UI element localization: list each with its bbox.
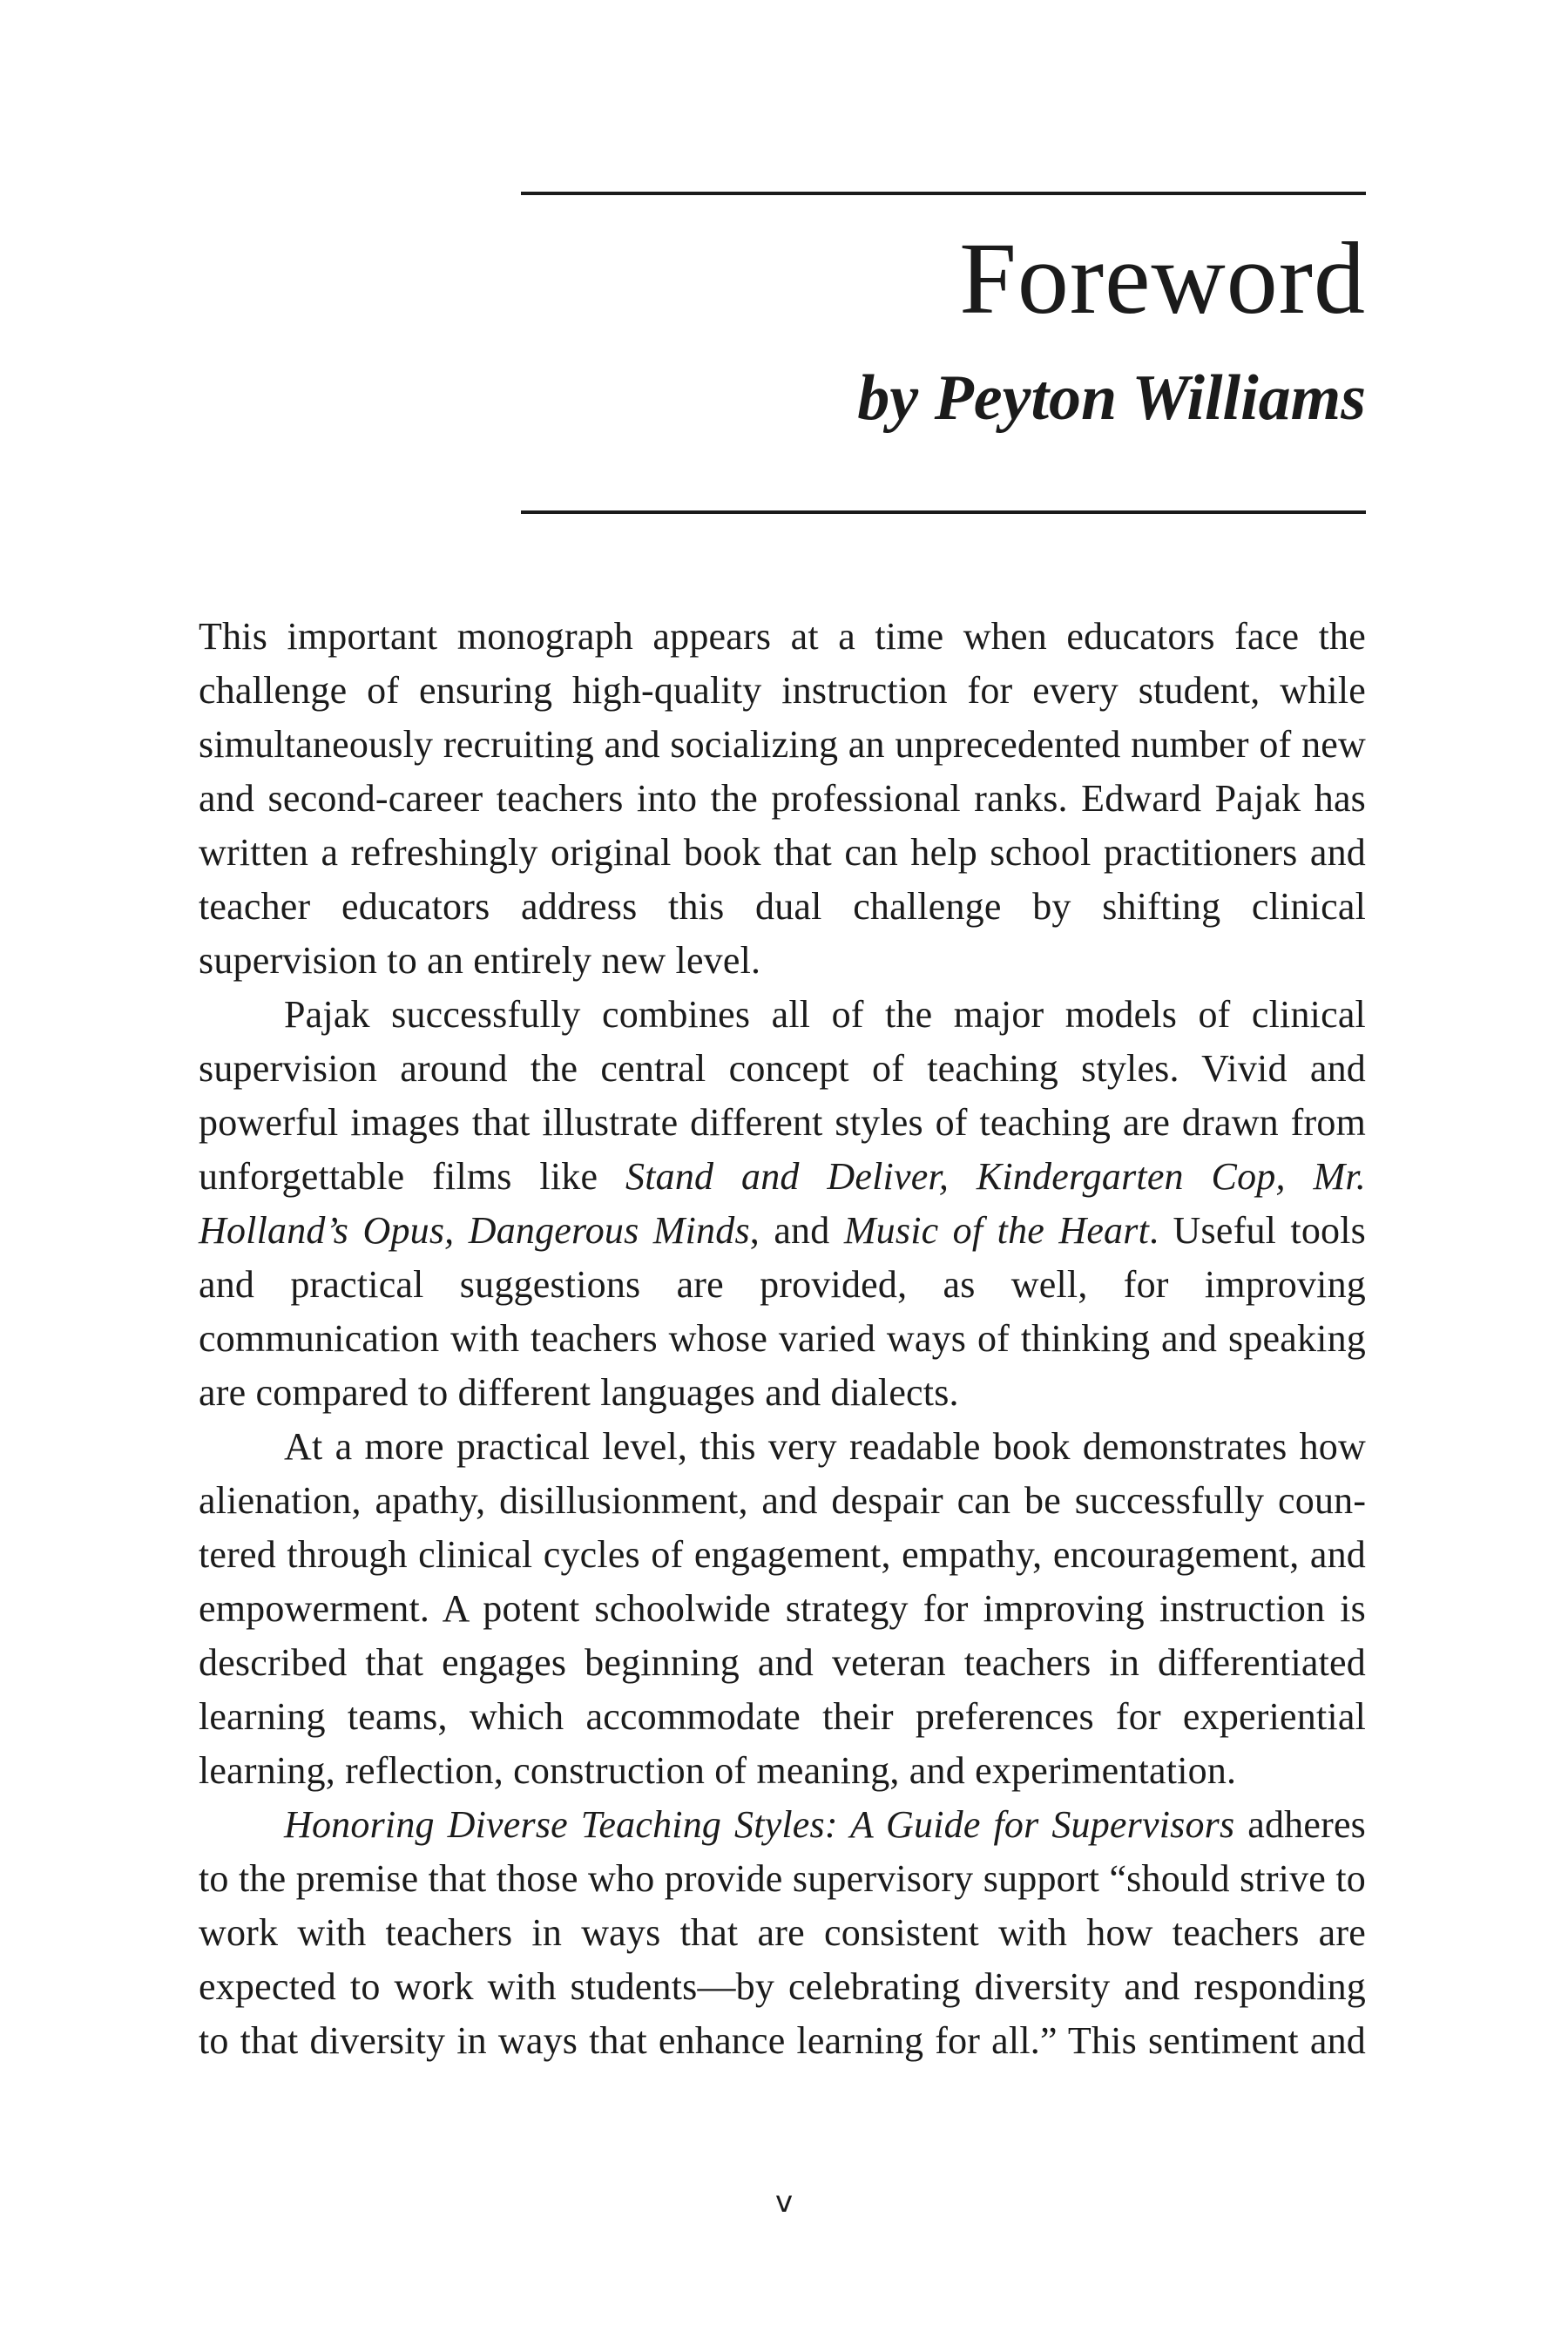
paragraph-1: This important monograph appears at a time when educators face the challenge of ensuring high-quality instruction for every student, while simultaneously recruiting and socializing an unprecedented number of new and second-career teachers into the professional ranks. Edward Pajak has written a refreshingly original book that can help school practitioners and teacher educators address this dual challenge by shifting clinical supervision to an entirely new level. — [199, 615, 1366, 982]
paragraph-4 — [199, 1798, 1366, 2068]
film-title-last: Music of the Heart — [843, 1209, 1150, 1252]
author-byline: by Peyton Williams — [857, 362, 1366, 434]
paragraph-2-text-b: , and — [749, 1209, 844, 1252]
top-rule — [521, 192, 1366, 195]
paragraph-4-text: adheres to the premise that those who provide supervisory support “should strive to work with teachers in ways that are consistent with how teachers are expected to work with students—by celebrating diversity and responding to that diversity in ways that enhance learning for all.” This sentiment and — [199, 1803, 1366, 2062]
page-number: v — [774, 2185, 794, 2220]
bottom-rule — [521, 510, 1366, 514]
chapter-title: Foreword — [959, 221, 1366, 335]
paragraph-2 — [199, 988, 1366, 1420]
film-titles: Stand and Deliver, Kindergarten Cop, Mr. Holland’s Opus, Dangerous Minds — [199, 1155, 1366, 1252]
paragraph-2-text-a: Pajak successfully combines all of the major models of clinical supervision around the central concept of teaching styles. Vivid and powerful images that illustrate different styles of teaching are drawn from unforgettable films like — [199, 993, 1366, 1198]
body-text — [199, 610, 1366, 2068]
book-title: Honoring Diverse Teaching Styles: A Guide for Supervisors — [284, 1803, 1235, 1846]
paragraph-2-text-c: . Useful tools and practical suggestions are provided, as well, for improving communication with teachers whose varied ways of thinking and speaking are compared to different languages and dialects. — [199, 1209, 1366, 1414]
paragraph-3: At a more practical level, this very readable book demonstrates how alienation, apathy, disillusionment, and despair can be successfully countered through clinical cycles of engagement, empathy, encouragement, and empowerment. A potent schoolwide strategy for improving instruction is described that engages beginning and veteran teachers in differentiated learning teams, which accommodate their preferences for experiential learning, reflection, construction of meaning, and experimentation. — [199, 1425, 1366, 1792]
